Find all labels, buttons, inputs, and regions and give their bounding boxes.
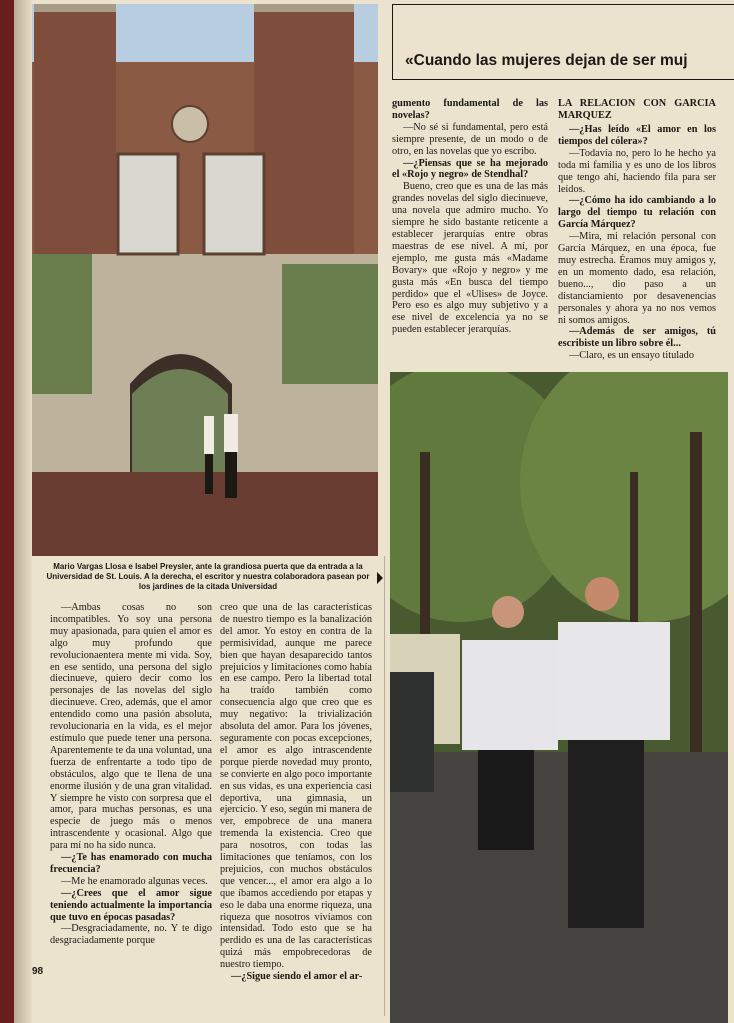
section-heading: LA RELACION CON GARCIA MARQUEZ [558,98,716,121]
photo-gardens [390,372,728,1023]
interview-answer: Bueno, creo que es una de las más grandes novelas del siglo diecinueve, una novela que admiro mucho. Yo siempre he sido bastante reticente a establecer jerarquías entre obras maestras de ese nivel. A mí, por ejemplo, me gusta más «Madame Bovary» que «Rojo y negro» y me gusta más «En busca del tiempo perdido» que el «Ulises» de Joyce. Pero eso es algo muy subjetivo y a ese nivel de excelencia ya no se pueden establecer jerarquías. [392,181,548,336]
column-divider [384,556,385,1016]
interview-question: —¿Piensas que se ha mejorado el «Rojo y negro» de Stendhal? [392,157,548,181]
page-number: 98 [32,966,44,977]
interview-question: —Además de ser amigos, tú escribiste un libro sobre él... [558,326,716,350]
gardens-illustration [390,372,728,1023]
interview-answer: —Claro, es un ensayo titulado [569,350,694,362]
page-binding [14,0,32,1023]
headline-box [392,4,734,80]
caption-arrow-icon [377,572,383,584]
text-column-left [50,602,212,947]
interview-answer: —Ambas cosas no son incompatibles. Yo soy una persona muy apasionada, para quien el amor es algo muy profundo que revolucionaentera mente mi vida. Soy, en ese sentido, una persona del siglo diecinueve, quiero decir como los personajes de las novelas del siglo diecinueve. Creo, además, que el amor entendido como una pasión absoluta, revolucionaria en la vida, es el mejor estímulo que puede tener una persona. Aparentemente te da una voluntad, una fuerza de enfrentarte a todo tipo de obstáculos, algo que te llena de una enorme ilusión y de una gran vitalidad. Y siempre he visto con sorpresa que el amor, para muchas personas, es una especie de juego más o menos intrascendente y ocasional. Algo que para mí no ha sido nunca. [50,602,212,852]
headline-line-1: «Cuando las mujeres dejan de ser muj [405,52,688,69]
interview-question: —¿Te has enamorado con mucha frecuencia? [50,852,212,875]
interview-question: —¿Cómo ha ido cambiando a lo largo del tiempo tu relación con García Márquez? [558,195,716,231]
interview-answer: —No sé si fundamental, pero está siempre presente, de un modo o de otro, en las novelas que yo escribo. [392,121,548,157]
text-column-right-a [392,98,548,336]
gate-illustration [32,4,378,556]
interview-answer: —Todavía no, pero lo he hecho ya toda mi familia y es uno de los libros que tengo ahí, haciendo fila para ser leídos. [558,147,716,195]
interview-answer: —Me he enamorado algunas veces. [61,875,208,887]
text-column-middle [220,602,372,983]
photo-caption: Mario Vargas Llosa e Isabel Preysler, ante la grandiosa puerta que da entrada a la Universidad de St. Louis. A la derecha, el escritor y nuestra colaboradora pasean por los jardines de la citada Universidad [46,562,370,591]
interview-question: —¿Has leído «El amor en los tiempos del cólera»? [558,124,716,147]
text-column-right-b [558,98,716,362]
interview-answer: —Desgraciadamente, no. Y te digo desgraciadamente porque [50,923,212,947]
interview-question: gumento fundamental de las novelas? [392,98,548,121]
interview-question: —¿Crees que el amor sigue teniendo actualmente la importancia que tuvo en épocas pasadas? [50,887,212,923]
interview-question: —¿Sigue siendo el amor el ar- [231,971,363,983]
photo-university-gate [32,4,378,556]
interview-answer: creo que una de las características de nuestro tiempo es la banalización del amor. Yo estoy en contra de la permisividad, aunque me parece bien que hayan desaparecido tantos prejuicios y limitaciones como había en ese campo. Pero la libertad total ha traído también como consecuencia algo que creo que es muy negativo: la trivialización absoluta del amor. Para los jóvenes, seguramente con pocas excepciones, el amor es algo intrascendente porque pierde novedad muy pronto, se convierte en algo poco importante en sus vidas, es una experiencia casi deportiva, una gimnasia, un ejercicio. Y eso, según mi manera de ver, empobrece de una manera tremenda la existencia. Creo que para nosotros, con todas las limitaciones que teníamos, con los prejuicios, con muchos obstáculos que vencer..., el amor era algo a lo que íbamos accediendo por etapas y eso le daba una enorme riqueza, una riqueza que nosotros vivíamos con intensidad. Todo esto que se ha perdido es una de las características quizá más empobrecedoras de nuestro tiempo. [220,602,372,971]
text-column-right-b-body [558,124,716,362]
interview-answer: —Mira, mi relación personal con García Márquez, en una época, fue muy estrecha. Éramos muy amigos y, en un momento dado, esa relación, bueno..., dio paso a un distanciamiento por desavenencias personales y ahora ya no nos vemos ni somos amigos. [558,231,716,326]
